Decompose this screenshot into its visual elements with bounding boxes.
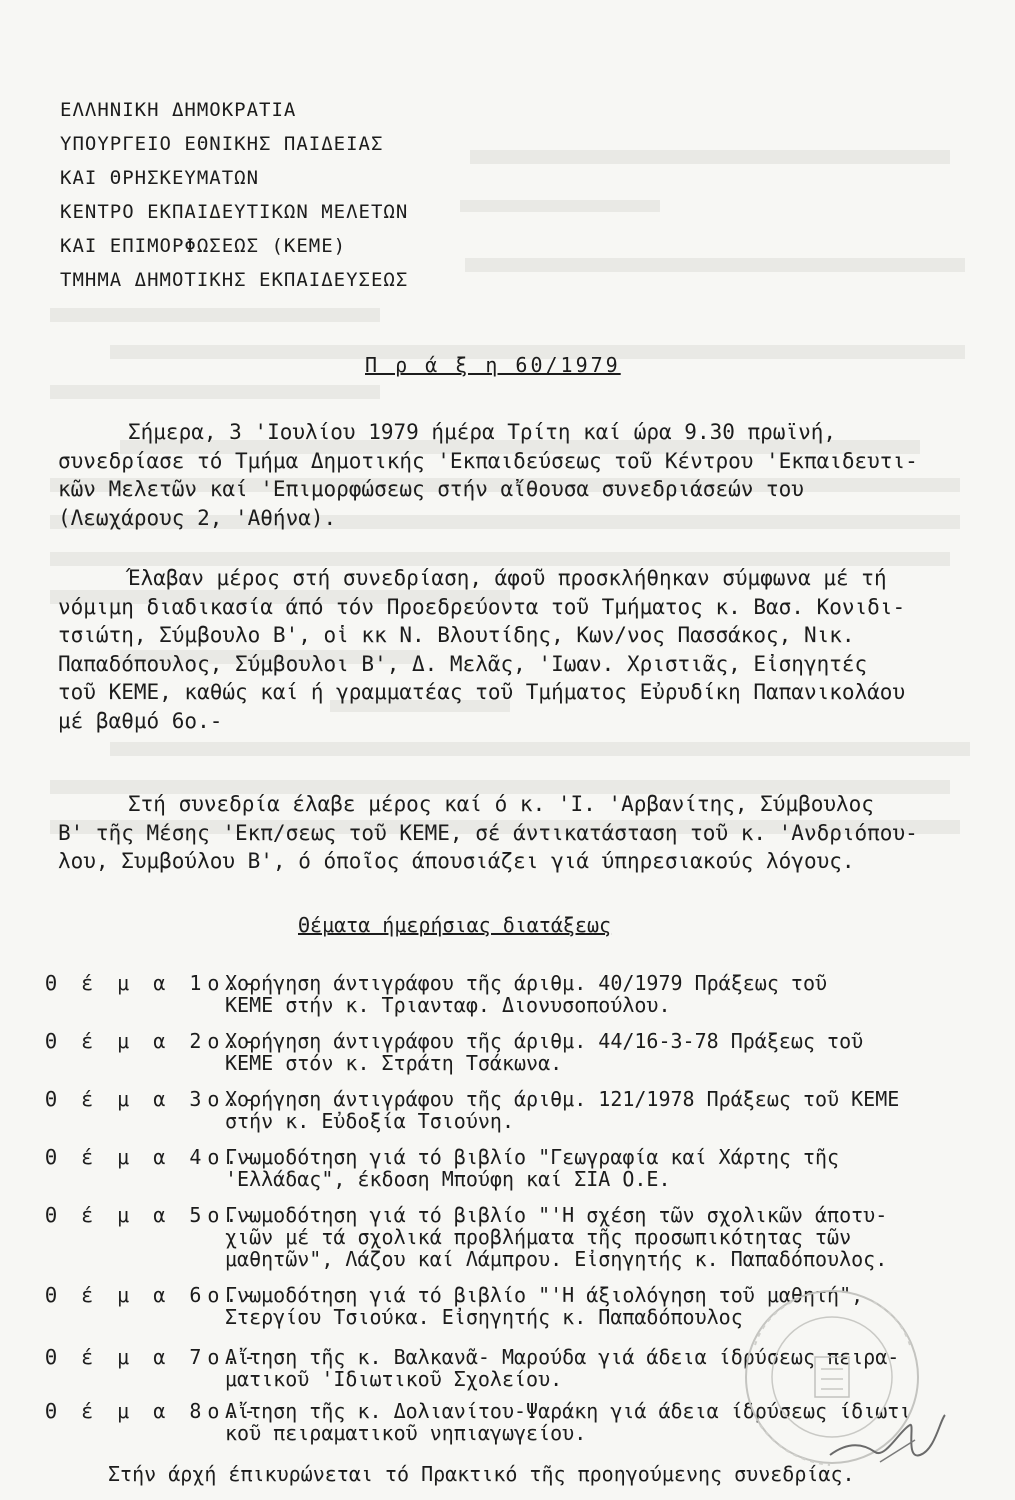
paragraph-line: λου, Συμβούλου Β', ό όποῖος άπουσιάζει γιά ύπηρεσιακούς λόγους. — [58, 849, 855, 873]
header-line: ΚΕΝΤΡΟ ΕΚΠΑΙΔΕΥΤΙΚΩΝ ΜΕΛΕΤΩΝ — [60, 201, 409, 223]
paragraph-meeting-intro — [58, 418, 918, 532]
paragraph-line: συνεδρίασε τό Τμήμα Δημοτικής 'Εκπαιδεύσεως τοῦ Κέντρου 'Εκπαιδευτι- — [58, 448, 918, 473]
paragraph-line: Β' τῆς Μέσης 'Εκπ/σεως τοῦ ΚΕΜΕ, σέ άντικατάσταση τοῦ κ. 'Ανδριόπου- — [58, 820, 918, 845]
closing-line: Στήν άρχή έπικυρώνεται τό Πρακτικό τῆς προηγούμενης συνεδρίας. — [108, 1462, 855, 1486]
agenda-item-line: Γνωμοδότηση γιά τό βιβλίο "'Η σχέση τῶν σχολικῶν άποτυ- — [225, 1203, 888, 1227]
header-line: ΤΜΗΜΑ ΔΗΜΟΤΙΚΗΣ ΕΚΠΑΙΔΕΥΣΕΩΣ — [60, 269, 409, 291]
paragraph-line: (Λεωχάρους 2, 'Αθήνα). — [58, 505, 337, 530]
header-line: ΕΛΛΗΝΙΚΗ ΔΗΜΟΚΡΑΤΙΑ — [60, 99, 297, 121]
agenda-item-line: Αἴτηση τῆς κ. Βαλκανᾶ- Μαρούδα γιά άδεια ίδρύσεως πειρα- — [225, 1345, 900, 1369]
signature-icon — [820, 1400, 960, 1470]
agenda-item-line: ΚΕΜΕ στήν κ. Τριανταφ. Διονυσοπούλου. — [225, 993, 671, 1017]
paragraph-substitute — [58, 790, 918, 876]
agenda-item-line: Χορήγηση άντιγράφου τῆς άριθμ. 40/1979 Πράξεως τοῦ — [225, 971, 828, 995]
agenda-item-text — [225, 1146, 839, 1190]
paragraph-line: Έλαβαν μέρος στή συνεδρίαση, άφοῦ προσκλήθηκαν σύμφωνα μέ τή — [128, 566, 887, 590]
agenda-item-line: Χορήγηση άντιγράφου τῆς άριθμ. 121/1978 Πράξεως τοῦ ΚΕΜΕ — [225, 1087, 900, 1111]
paragraph-line: μέ βαθμό 6ο.- — [58, 708, 223, 733]
agenda-item-text — [225, 1204, 887, 1270]
header-line: ΚΑΙ ΕΠΙΜΟΡΦΩΣΕΩΣ (ΚΕΜΕ) — [60, 235, 347, 257]
paragraph-line: Παπαδόπουλος, Σύμβουλοι Β', Δ. Μελᾶς, 'Ιωαν. Χριστιᾶς, Εἰσηγητές — [58, 651, 868, 676]
agenda-item-line: Γνωμοδότηση γιά τό βιβλίο "Γεωγραφία καί Χάρτης τῆς — [225, 1145, 840, 1169]
agenda-item-label: Θ έ μ α 6ο.- — [45, 1283, 262, 1307]
agenda-heading: Θέματα ήμερήσιας διατάξεως — [298, 913, 612, 937]
agenda-item-line: κοῦ πειραματικοῦ νηπιαγωγείου. — [225, 1421, 587, 1445]
agenda-item-text — [225, 1088, 899, 1132]
agenda-item-line: χιῶν μέ τά σχολικά προβλήματα τῆς προσωπικότητας τῶν — [225, 1225, 852, 1249]
paragraph-participants — [58, 564, 906, 735]
agenda-item-label: Θ έ μ α 1ο.- — [45, 971, 262, 995]
header-line: ΚΑΙ ΘΡΗΣΚΕΥΜΑΤΩΝ — [60, 167, 260, 189]
act-title: Π ρ ά ξ η 60/1979 — [365, 353, 621, 377]
agenda-item-label: Θ έ μ α 8ο.- — [45, 1399, 262, 1423]
agenda-item-line: Στεργίου Τσιούκα. Εἰσηγητής κ. Παπαδόπουλος — [225, 1305, 743, 1329]
agenda-item-label: Θ έ μ α 4ο.- — [45, 1145, 262, 1169]
agenda-item-line: στήν κ. Εὐδοξία Τσιούνη. — [225, 1109, 514, 1133]
paragraph-line: κῶν Μελετῶν καί 'Επιμορφώσεως στήν αἴθουσα συνεδριάσεών του — [58, 477, 804, 501]
agenda-item-label: Θ έ μ α 5ο.- — [45, 1203, 262, 1227]
agenda-item-label: Θ έ μ α 7ο.- — [45, 1345, 262, 1369]
agenda-item-line: μαθητῶν", Λάζου καί Λάμπρου. Εἰσηγητής κ. Παπαδόπουλος. — [225, 1247, 888, 1271]
issuing-authority-header — [60, 93, 408, 297]
agenda-item-line: ματικοῦ 'Ιδιωτικοῦ Σχολείου. — [225, 1367, 563, 1391]
agenda-item-line: Γνωμοδότηση γιά τό βιβλίο "'Η άξιολόγηση τοῦ μαθητή", — [225, 1283, 864, 1307]
agenda-item-label: Θ έ μ α 3ο.- — [45, 1087, 262, 1111]
paragraph-line: νόμιμη διαδικασία άπό τόν Προεδρεύοντα τοῦ Τμήματος κ. Βασ. Κονιδι- — [58, 594, 906, 619]
header-line: ΥΠΟΥΡΓΕΙΟ ΕΘΝΙΚΗΣ ΠΑΙΔΕΙΑΣ — [60, 133, 384, 155]
paragraph-line: τοῦ ΚΕΜΕ, καθώς καί ή γραμματέας τοῦ Τμήματος Εὐρυδίκη Παπανικολάου — [58, 680, 906, 704]
agenda-item-line: ΚΕΜΕ στόν κ. Στράτη Τσάκωνα. — [225, 1051, 563, 1075]
agenda-item-label: Θ έ μ α 2ο.- — [45, 1029, 262, 1053]
paragraph-line: τσιώτη, Σύμβουλο Β', οἱ κκ Ν. Βλουτίδης, Κων/νος Πασσάκος, Νικ. — [58, 623, 855, 647]
agenda-item-line: Αἴτηση τῆς κ. Δολιανίτου-Ψαράκη γιά άδεια ίδρύσεως ίδιωτι — [225, 1399, 912, 1423]
agenda-item-line: 'Ελλάδας", έκδοση Μπούφη καί ΣΙΑ Ο.Ε. — [225, 1167, 671, 1191]
agenda-item-text — [225, 972, 827, 1016]
paragraph-line: Στή συνεδρία έλαβε μέρος καί ό κ. 'Ι. 'Αρβανίτης, Σύμβουλος — [128, 792, 874, 816]
agenda-item-text — [225, 1030, 863, 1074]
paragraph-line: Σήμερα, 3 'Ιουλίου 1979 ήμέρα Τρίτη καί ώρα 9.30 πρωϊνή, — [128, 420, 837, 444]
agenda-item-line: Χορήγηση άντιγράφου τῆς άριθμ. 44/16-3-78 Πράξεως τοῦ — [225, 1029, 864, 1053]
